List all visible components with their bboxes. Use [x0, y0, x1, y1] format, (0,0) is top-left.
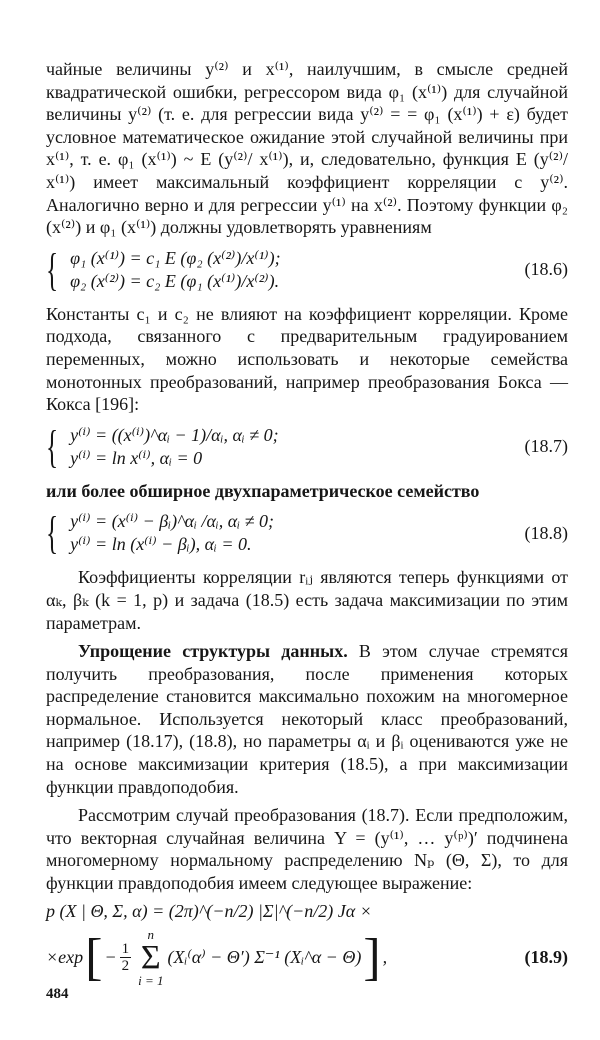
equation-line: y⁽ⁱ⁾ = (x⁽ⁱ⁾ − βᵢ)^αᵢ /αᵢ, αᵢ ≠ 0;	[70, 511, 274, 532]
equation-line: y⁽ⁱ⁾ = ln x⁽ⁱ⁾, αᵢ = 0	[70, 447, 203, 468]
sum-symbol: Σ	[140, 938, 161, 976]
equation-18-6	[46, 243, 568, 295]
minus-sign: −	[104, 947, 117, 968]
open-bracket: [	[85, 928, 103, 986]
left-brace-glyph: {	[46, 507, 59, 559]
summation	[138, 928, 163, 988]
paragraph-1: чайные величины y⁽²⁾ и x⁽¹⁾, наилучшим, в смысле средней квадратической ошибки, регрессором вида φ₁ (x⁽¹⁾) для случайной величины y⁽²⁾ (т. е. для регрессии вида y⁽²⁾ = = φ₁ (x⁽¹⁾) + ε) будет условное математическое ожидание этой случайной величины при x⁽¹⁾, т. е. φ₁ (x⁽¹⁾) ~ E (y⁽²⁾/ x⁽¹⁾), и, следовательно, функция E (y⁽²⁾/ x⁽¹⁾) имеет максимальный коэффициент корреляции с y⁽²⁾. Аналогично верно и для регрессии y⁽¹⁾ на x⁽²⁾. Поэтому функции φ₂ (x⁽²⁾) и φ₁ (x⁽¹⁾) должны удовлетворять уравнениям	[46, 59, 568, 238]
equation-number: (18.6)	[524, 259, 568, 280]
paragraph-6: Рассмотрим случай преобразования (18.7). Если предположим, что векторная случайная величина Y = (y⁽¹⁾, … y⁽ᵖ⁾)′ подчинена многомерному нормальному распределению Nₚ (Θ, Σ), то для функции правдоподобия имеем следующее выражение:	[46, 805, 568, 894]
equation-18-9	[46, 899, 568, 989]
fraction	[120, 941, 132, 974]
equation-line: y⁽ⁱ⁾ = ln (x⁽ⁱ⁾ − βᵢ), αᵢ = 0.	[70, 534, 252, 555]
equation-line: φ₁ (x⁽¹⁾) = c₁ E (φ₂ (x⁽²⁾)/x⁽¹⁾);	[70, 247, 281, 268]
equation-18-7	[46, 420, 568, 472]
page-number: 484	[46, 986, 69, 1002]
section-heading: Упрощение структуры данных.	[78, 641, 348, 662]
summand: (Xᵢ⁽α⁾ − Θ′) Σ⁻¹ (Xᵢ^α − Θ)	[167, 947, 362, 968]
equation-number: (18.8)	[524, 523, 568, 544]
fraction-denominator: 2	[121, 958, 130, 975]
fraction-numerator: 1	[121, 941, 130, 958]
exp-prefix: ×exp	[46, 947, 84, 968]
equation-number: (18.7)	[524, 436, 568, 457]
equation-number: (18.9)	[524, 947, 568, 968]
trailing-comma: ,	[382, 947, 388, 968]
equation-line: p (X | Θ, Σ, α) = (2π)^(−n/2) |Σ|^(−n/2) Jα ×	[46, 900, 372, 921]
left-brace-glyph: {	[46, 243, 59, 295]
page-content	[46, 58, 568, 989]
equation-line-2	[46, 927, 568, 989]
paragraph-5-body: В этом случае стремятся получить преобразования, после применения которых распределение становится максимально похожим на многомерное нормальное. Используется некоторый класс преобразований, например (18.17), (18.8), но параметры αᵢ и βᵢ оцениваются уже не на основе максимизации критерия (18.5), а при максимизации функции правдоподобия.	[46, 641, 568, 797]
equation-18-8	[46, 507, 568, 559]
left-brace-glyph: {	[46, 420, 59, 472]
equation-line: φ₂ (x⁽²⁾) = c₂ E (φ₁ (x⁽¹⁾)/x⁽²⁾).	[70, 270, 280, 291]
paragraph-4: Коэффициенты корреляции rᵢⱼ являются теперь функциями от αₖ, βₖ (k = 1, p) и задача (18.5) есть задача максимизации по этим параметрам.	[46, 567, 568, 633]
paragraph-3: или более обширное двухпараметрическое семейство	[46, 480, 480, 501]
sum-upper-limit: n	[147, 926, 155, 942]
sum-lower-limit: i = 1	[138, 972, 164, 988]
paragraph-2: Константы c₁ и c₂ не влияют на коэффициент корреляции. Кроме подхода, связанного с предварительным градуированием переменных, можно использовать и некоторые семейства монотонных преобразований, например преобразования Бокса — Кокса [196]:	[46, 303, 568, 415]
close-bracket: ]	[363, 928, 381, 986]
paragraph-5	[46, 640, 568, 798]
equation-line: y⁽ⁱ⁾ = ((x⁽ⁱ⁾)^αᵢ − 1)/αᵢ, αᵢ ≠ 0;	[70, 424, 279, 445]
